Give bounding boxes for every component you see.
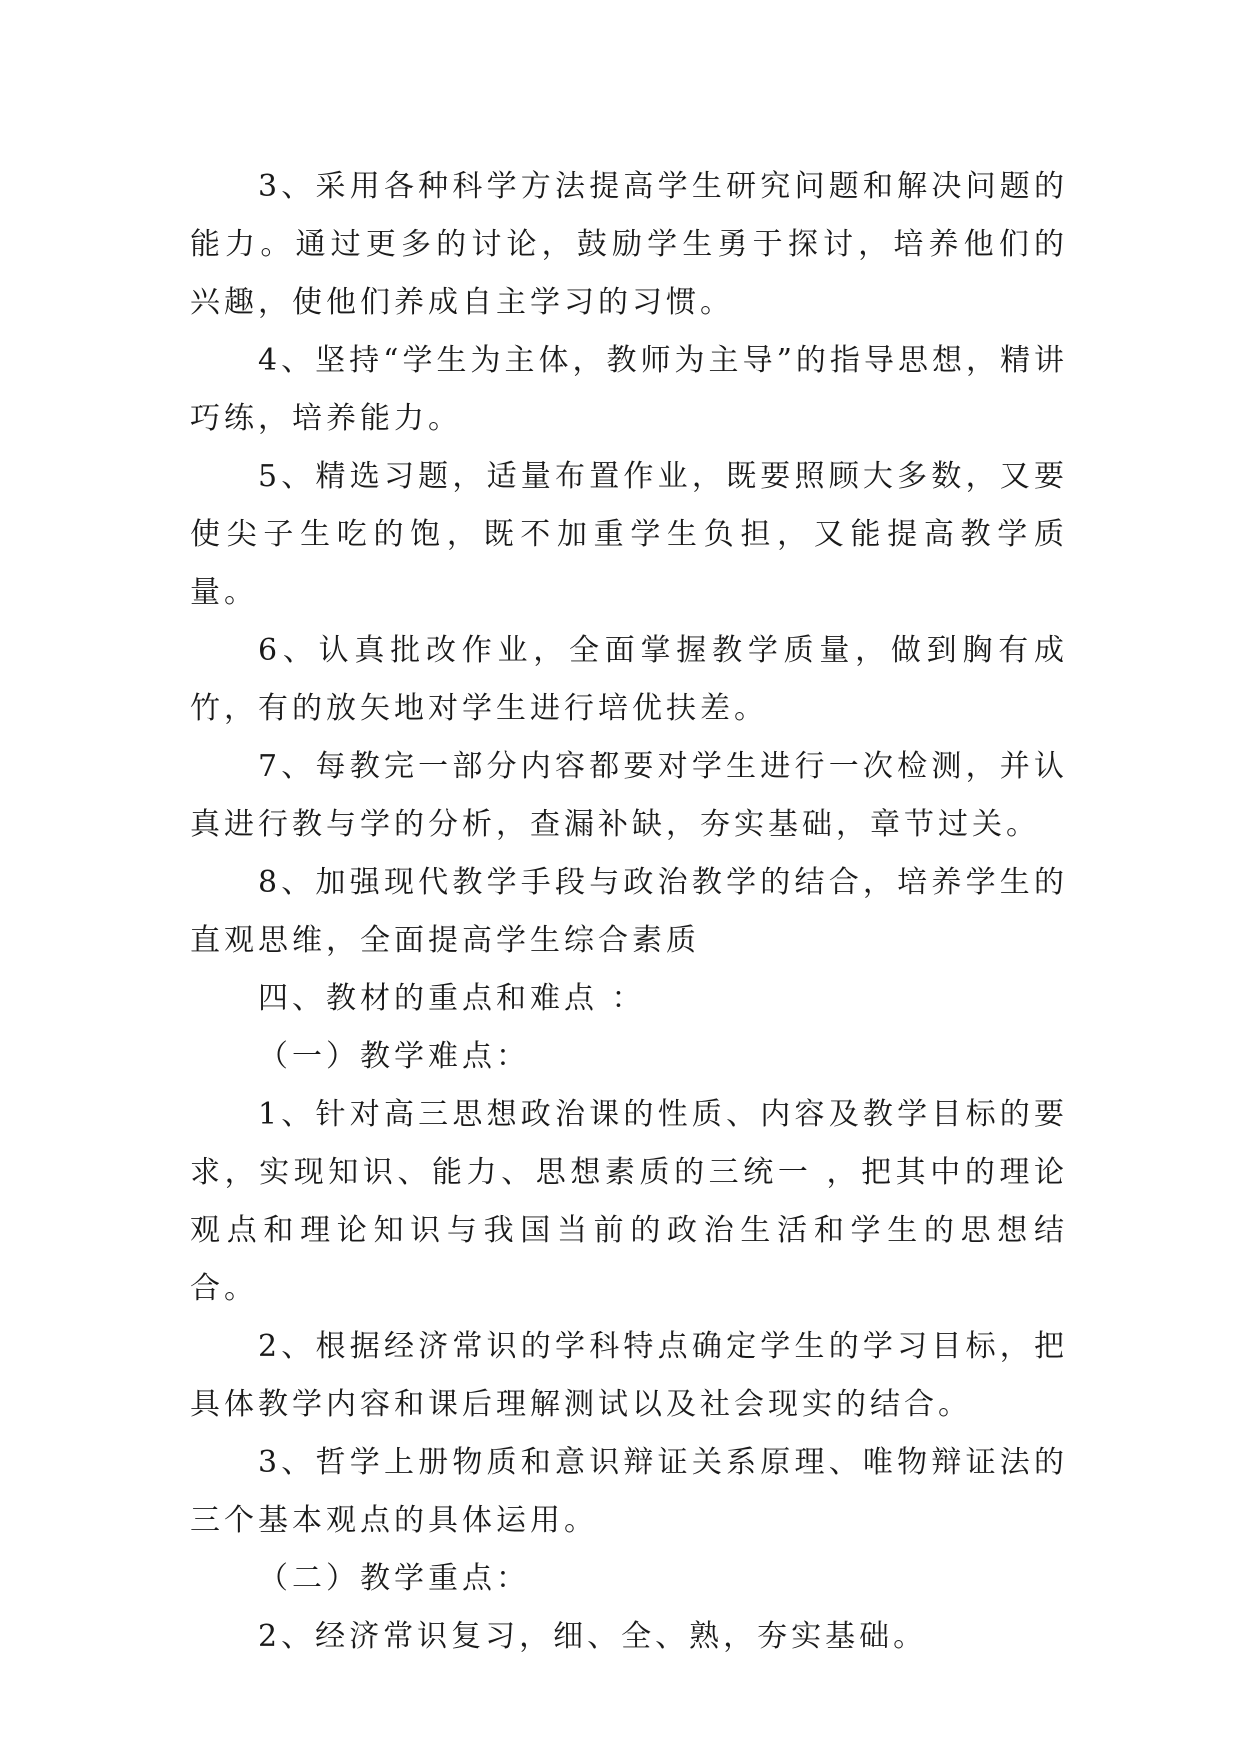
paragraph-item-5: 5、精选习题，适量布置作业，既要照顾大多数，又要使尖子生吃的饱，既不加重学生负担，又能提高教学质量。 (190, 459, 1068, 610)
difficulty-item-3: 3、哲学上册物质和意识辩证关系原理、唯物辩证法的三个基本观点的具体运用。 (190, 1445, 1068, 1538)
paragraph-item-8: 8、加强现代教学手段与政治教学的结合，培养学生的直观思维，全面提高学生综合素质 (190, 865, 1068, 958)
paragraph-item-4: 4、坚持“学生为主体，教师为主导”的指导思想，精讲巧练，培养能力。 (190, 343, 1068, 436)
difficulty-item-2: 2、根据经济常识的学科特点确定学生的学习目标，把具体教学内容和课后理解测试以及社会现实的结合。 (190, 1329, 1068, 1422)
document-body (190, 158, 1068, 1666)
paragraph-item-3: 3、采用各种科学方法提高学生研究问题和解决问题的能力。通过更多的讨论，鼓励学生勇于探讨，培养他们的兴趣，使他们养成自主学习的习惯。 (190, 169, 1068, 320)
subsection-heading-key-points: （二）教学重点： (258, 1561, 530, 1596)
subsection-heading-difficulties: （一）教学难点： (258, 1039, 530, 1074)
paragraph-item-7: 7、每教完一部分内容都要对学生进行一次检测，并认真进行教与学的分析，查漏补缺，夯实基础，章节过关。 (190, 749, 1068, 842)
difficulty-item-1: 1、针对高三思想政治课的性质、内容及教学目标的要求，实现知识、能力、思想素质的三统一 ，把其中的理论观点和理论知识与我国当前的政治生活和学生的思想结合。 (190, 1097, 1068, 1306)
key-point-item-2: 2、经济常识复习，细、全、熟，夯实基础。 (258, 1619, 928, 1654)
section-heading-four: 四、教材的重点和难点 ： (258, 981, 646, 1016)
paragraph-item-6: 6、认真批改作业，全面掌握教学质量，做到胸有成竹，有的放矢地对学生进行培优扶差。 (190, 633, 1068, 726)
